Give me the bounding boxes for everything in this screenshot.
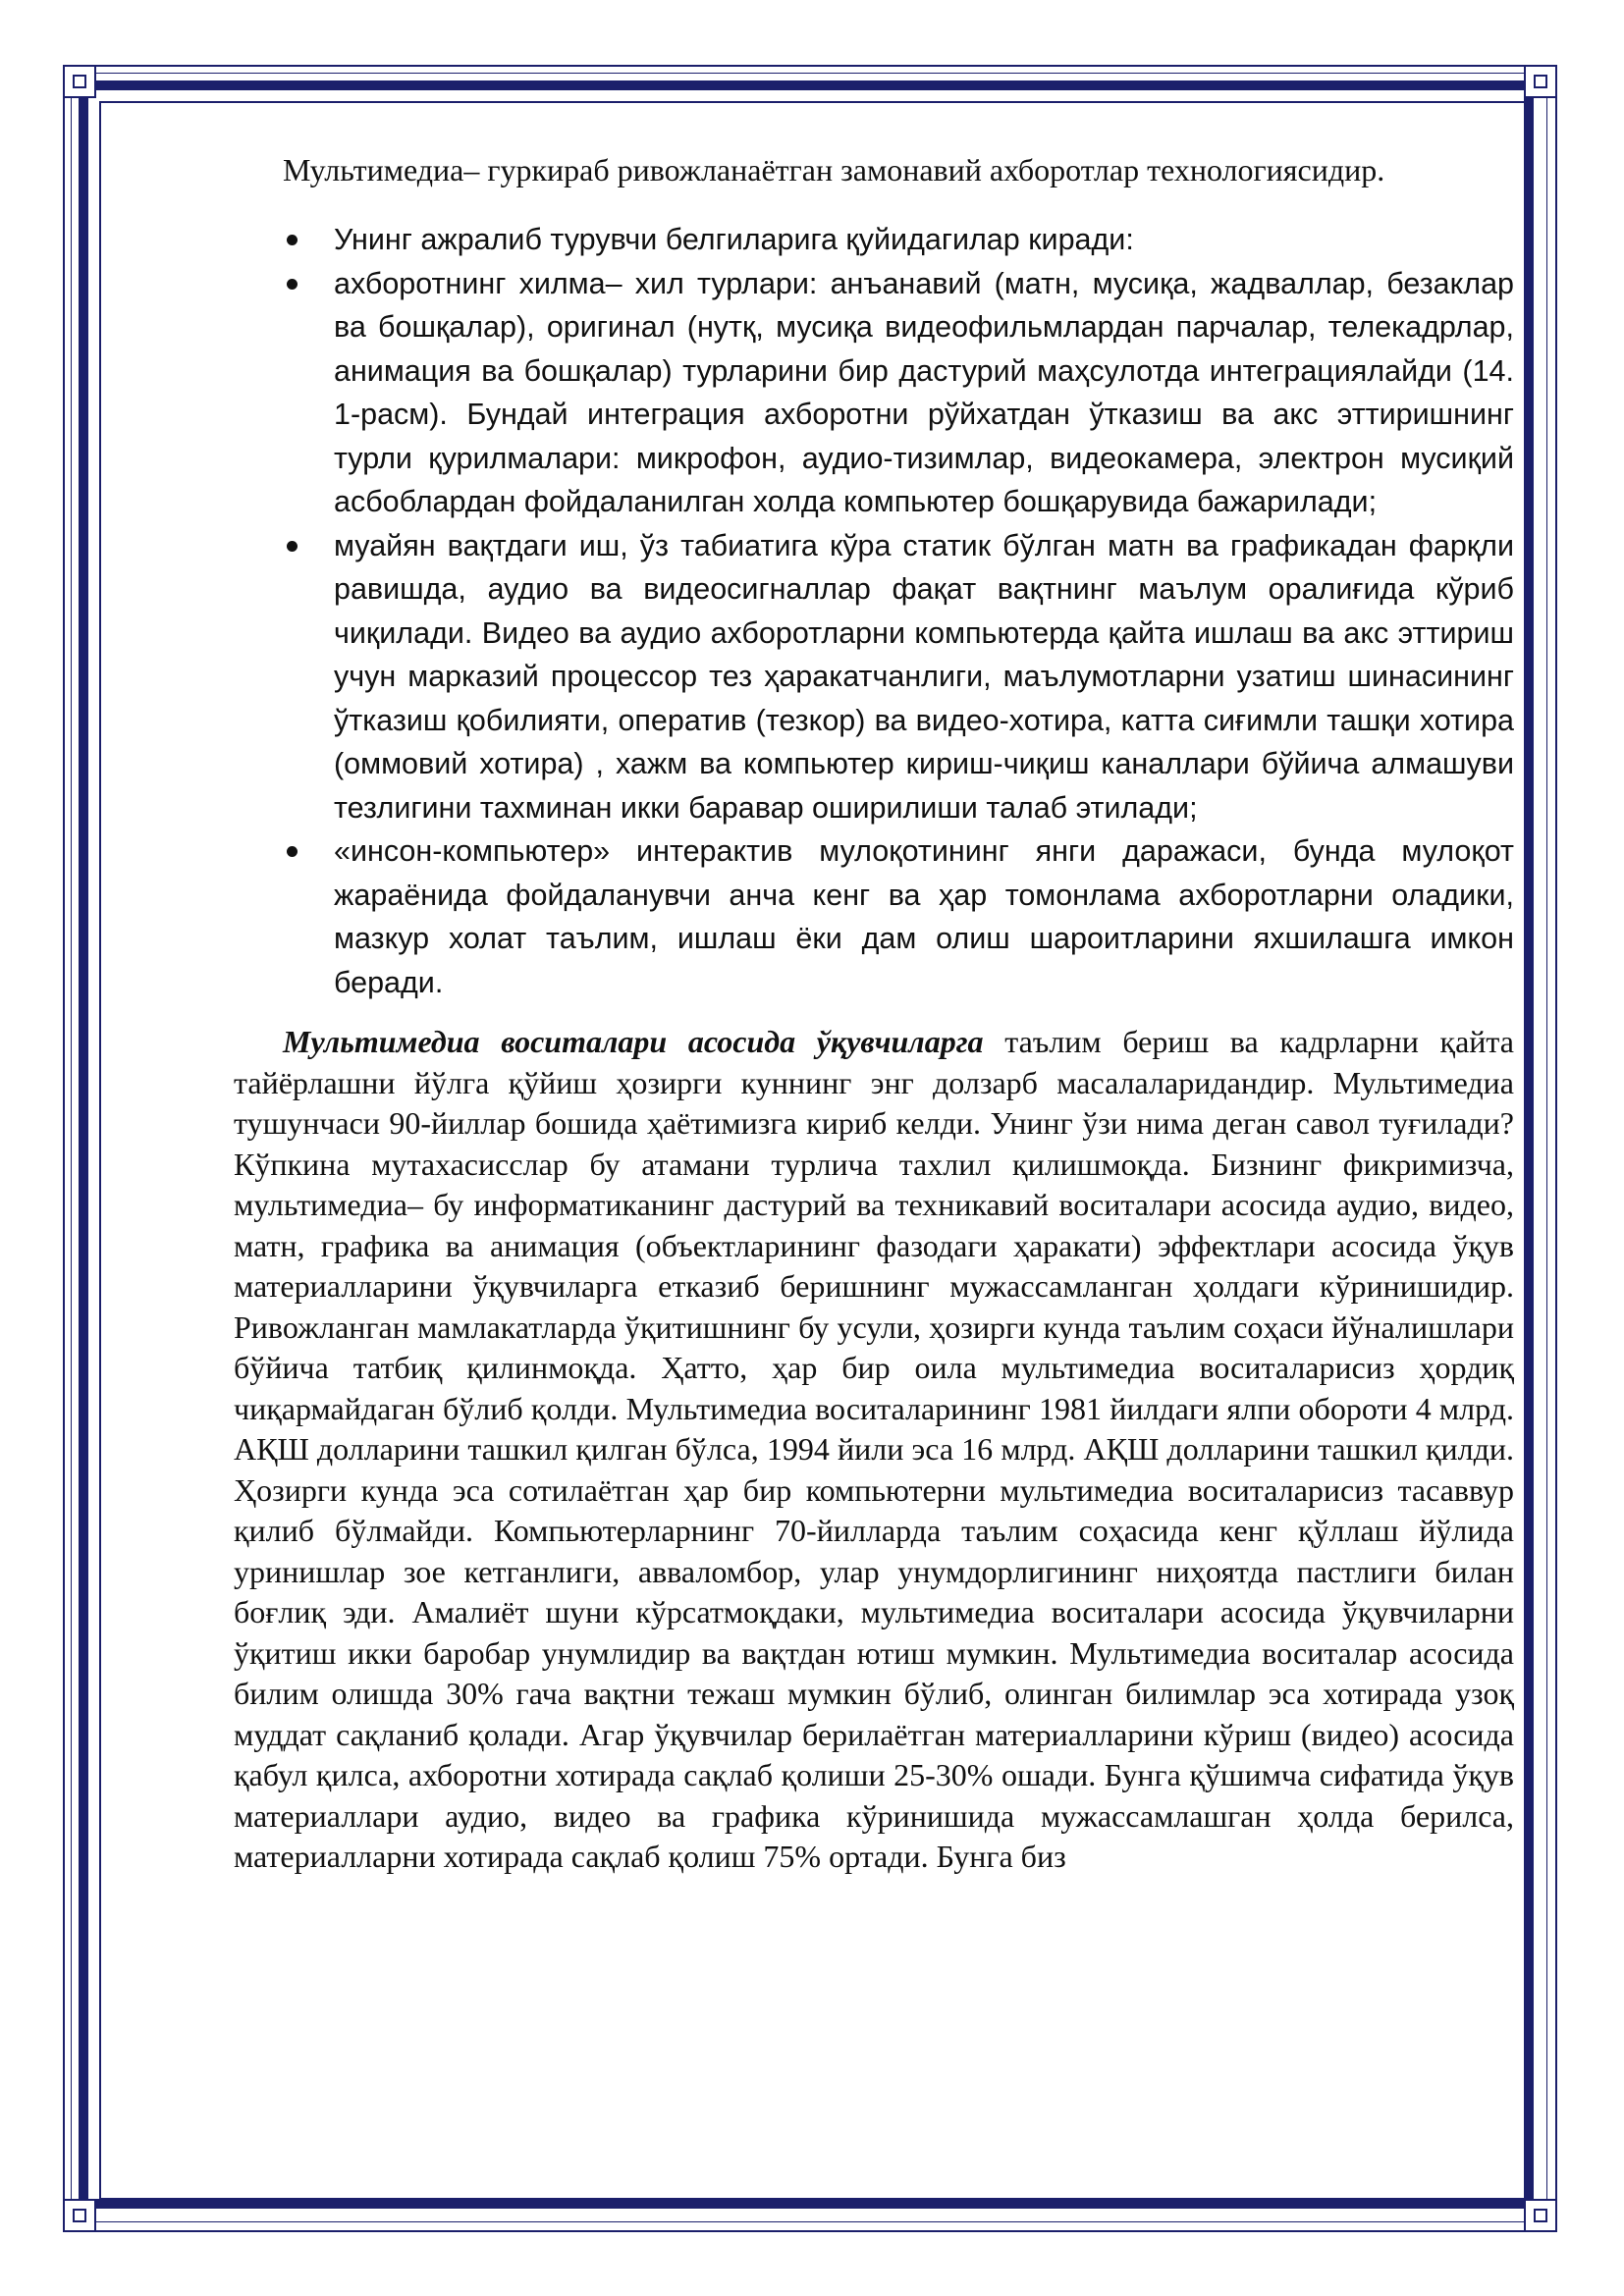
- intro-paragraph: Мультимедиа– гуркираб ривожланаётган замонавий ахборотлар технологиясидир.: [283, 152, 1385, 187]
- list-item: [234, 262, 1514, 524]
- border-corner-ornament: [1524, 65, 1557, 98]
- bullet-icon: [287, 235, 298, 245]
- body-paragraph: [234, 1022, 1514, 1878]
- list-item-text: Унинг ажралиб турувчи белгиларига қуйидагилар киради:: [334, 223, 1134, 256]
- list-item: [234, 218, 1514, 262]
- border-corner-ornament: [1524, 2199, 1557, 2232]
- bullet-icon: [287, 279, 298, 290]
- list-item-text: ахборотнинг хилма– хил турлари: анъанавий (матн, мусиқа, жадваллар, безаклар ва бошқалар), оригинал (нутқ, мусиқа видеофильмлардан парчалар, телекадрлар, анимация ва бошқалар) турларини бир дастурий маҳсулотда интеграциялайди (14. 1-расм). Бундай интеграция ахборотни рўйхатдан ўтказиш ва акс эттиришнинг турли қурилмалари: микрофон, аудио-тизимлар, видеокамера, электрон мусиқий асбоблардан фойдаланилган холда компьютер бошқарувида бажарилади;: [334, 266, 1514, 518]
- border-corner-ornament: [63, 65, 96, 98]
- paragraph-text: таълим бериш ва кадрларни қайта тайёрлашни йўлга қўйиш ҳозирги куннинг энг долзарб масалаларидандир. Мультимедиа тушунчаси 90-йиллар бошида ҳаётимизга кириб келди. Унинг ўзи нима деган савол туғилади? Кўпкина мутахасисслар бу атамани турлича тахлил қилишмоқда. Бизнинг фикримизча, мультимедиа– бу информатиканинг дастурий ва техникавий воситалари асосида аудио, видео, матн, графика ва анимация (объектларининг фазодаги ҳаракати) эффектлари асосида ўқув материалларини ўқувчиларга етказиб беришнинг мужассамланган ҳолдаги кўринишидир. Ривожланган мамлакатларда ўқитишнинг бу усули, ҳозирги кунда таълим соҳаси йўналишлари бўйича татбиқ қилинмоқда. Ҳатто, ҳар бир оила мультимедиа воситаларисиз ҳордиқ чиқармайдаган бўлиб қолди. Мультимедиа воситаларининг 1981 йилдаги ялпи обороти 4 млрд. АҚШ долларини ташкил қилган бўлса, 1994 йили эса 16 млрд. АҚШ долларини ташкил қилди. Ҳозирги кунда эса сотилаётган ҳар бир компьютерни мультимедиа воситаларисиз тасаввур қилиб бўлмайди. Компьютерларнинг 70-йилларда таълим соҳасида кенг қўллаш йўлида уринишлар зое кетганлиги, авваломбор, улар унумдорлигининг ниҳоятда пастлиги билан боғлиқ эди. Амалиёт шуни кўрсатмоқдаки, мультимедиа воситалари асосида ўқувчиларни ўқитиш икки баробар унумлидир ва вақтдан ютиш мумкин. Мультимедиа воситалар асосида билим олишда 30% гача вақтни тежаш мумкин бўлиб, олинган билимлар эса хотирада узоқ муддат сақланиб қолади. Агар ўқувчилар берилаётган материалларини кўриш (видео) асосида қабул қилса, ахборотни хотирада сақлаб қолиши 25-30% ошади. Бунга қўшимча сифатида ўқув материаллари аудио, видео ва графика кўринишида мужассамлашган ҳолда берилса, материалларни хотирада сақлаб қолиш 75% ортади. Бунга биз: [234, 1024, 1515, 1874]
- list-item: [234, 524, 1514, 830]
- bullet-icon: [287, 846, 298, 857]
- list-item: [234, 829, 1514, 1004]
- border-corner-ornament: [63, 2199, 96, 2232]
- page-content: [234, 149, 1514, 1878]
- feature-list: [234, 218, 1514, 1004]
- list-item-text: «инсон-компьютер» интерактив мулоқотининг янги даражаси, бунда мулоқот жараёнида фойдаланувчи анча кенг ва ҳар томонлама ахборотларни оладики, мазкур холат таълим, ишлаш ёки дам олиш шароитларини яхшилашга имкон беради.: [334, 834, 1514, 999]
- paragraph-lead-phrase: Мультимедиа воситалари асосида ўқувчиларга: [283, 1024, 984, 1059]
- list-item-text: муайян вақтдаги иш, ўз табиатига кўра статик бўлган матн ва графикадан фарқли равишда, аудио ва видеосигналлар фақат вақтнинг маълум оралиғида кўриб чиқилади. Видео ва аудио ахборотларни компьютерда қайта ишлаш ва акс эттириш учун марказий процессор тез ҳаракатчанлиги, маълумотларни узатиш шинасининг ўтказиш қобилияти, оператив (тезкор) ва видео-хотира, катта сиғимли ташқи хотира (оммовий хотира) , хажм ва компьютер кириш-чиқиш каналлари бўйича алмашуви тезлигини тахминан икки баравар оширилиши талаб этилади;: [334, 528, 1514, 825]
- bullet-icon: [287, 541, 298, 552]
